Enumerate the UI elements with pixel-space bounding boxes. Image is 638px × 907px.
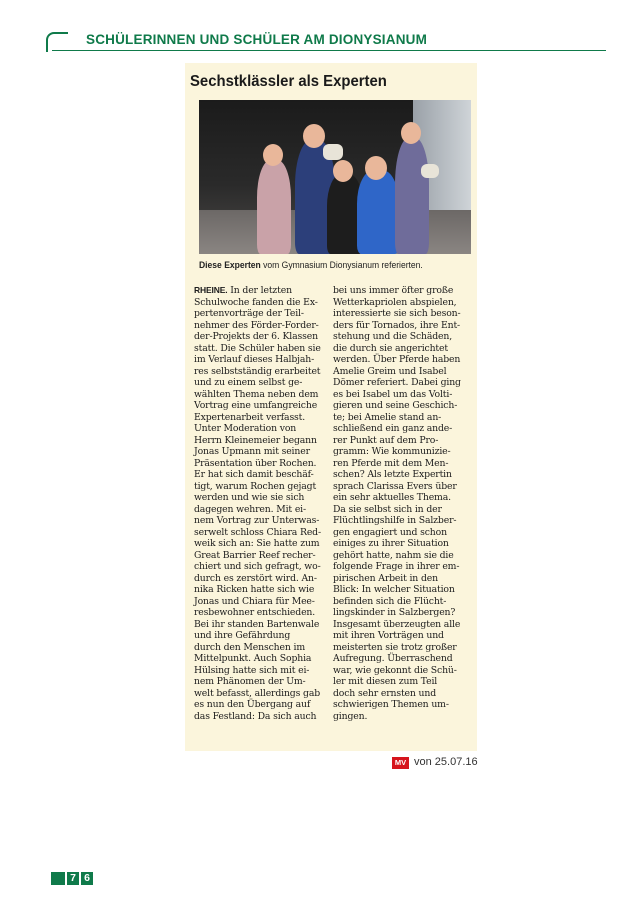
article-line: folgende Frage in ihrer em- [333, 561, 460, 572]
article-line: das Festland: Da sich auch [194, 710, 317, 722]
article-line: Amelie Greim und Isabel [333, 365, 447, 377]
article-dateline: RHEINE. [194, 285, 228, 295]
newspaper-clipping [185, 63, 477, 751]
caption-text: vom Gymnasium Dionysianum referierten. [260, 260, 423, 270]
article-line: Mittelpunkt. Auch Sophia [194, 653, 312, 664]
article-line: Bei ihr standen Bartenwale [194, 618, 320, 630]
article-line: nika Ricken hatte sich wie [194, 584, 315, 595]
article-line: Expertenarbeit verfasst. [194, 411, 306, 423]
article-line: tigt, warum Rochen gejagt [194, 480, 317, 492]
article-line: ren Pferde mit dem Men- [333, 457, 449, 469]
article-line: ler mit diesen zum Teil [333, 676, 438, 687]
article-line: gramm: Wie kommunizie- [333, 446, 451, 457]
article-line: welt befasst, allerdings gab [194, 687, 321, 699]
article-line: Jonas und Chiara für Mee- [194, 595, 315, 607]
article-line: der-Projekts der 6. Klassen [194, 331, 318, 342]
article-line: Great Barrier Reef recher- [194, 549, 316, 561]
article-line: schwierigen Themen um- [333, 699, 449, 710]
article-line: nem Phänomen der Um- [194, 676, 306, 687]
article-line: weik sich an: Sie hatte zum [194, 538, 320, 549]
photo-certificate [421, 164, 439, 178]
article-line: gen engagiert und schon [333, 526, 447, 538]
article-line: pirischen Arbeit in den [333, 572, 438, 584]
article-line: bei uns immer öfter große [333, 285, 454, 296]
photo-figure [357, 170, 399, 254]
header-rule [52, 50, 606, 51]
article-line: sprach Clarissa Evers über [333, 480, 457, 492]
article-line: Unter Moderation von [194, 423, 297, 434]
article-line: Herrn Kleinemeier begann [194, 434, 317, 446]
article-line: doch sehr ernsten und [333, 687, 437, 699]
photo-certificate [323, 144, 343, 160]
article-line: res selbstständig erarbeitet [194, 365, 321, 377]
article-line: Insgesamt überzeugten alle [333, 618, 461, 630]
article-line: gieren und seine Geschich- [333, 400, 458, 411]
article-line: interessierte sie sich beson- [333, 308, 461, 319]
article-line: stehung und die Schäden, [333, 331, 453, 342]
page-digit: 7 [67, 872, 79, 885]
article-line: nehmer des Förder-Forder- [194, 319, 319, 331]
article-line: Blick: In welcher Situation [333, 584, 455, 595]
mv-logo: MV [392, 757, 409, 769]
article-line: es nun den Übergang auf [194, 699, 311, 710]
photo-figure [257, 160, 291, 254]
page-number-bar [51, 872, 65, 885]
article-line: Flüchtlingshilfe in Salzber- [333, 515, 457, 526]
article-line: war, wie gekonnt die Schü- [333, 664, 457, 676]
article-line: durch es zerstört wird. An- [194, 572, 317, 584]
photo-figure-head [401, 122, 421, 144]
article-line: es bei Isabel um das Volti- [333, 388, 453, 400]
article-line: statt. Die Schüler haben sie [194, 342, 321, 354]
article-column-right [333, 285, 469, 722]
article-line: und zu einem selbst ge- [194, 377, 303, 388]
article-line: nem Vortrag zur Unterwas- [194, 515, 320, 526]
article-line: befinden sich die Flücht- [333, 595, 447, 607]
article-line: chiert und sich gefragt, wo- [194, 561, 321, 572]
page-header [46, 28, 606, 54]
photo-figure [395, 138, 429, 254]
article-line: werden und wie sie sich [194, 492, 305, 503]
article-line: mit ihren Vorträgen und [333, 630, 444, 641]
photo-figure-head [263, 144, 283, 166]
article-line: pertenvorträge der Teil- [194, 308, 304, 319]
article-line: im Verlauf dieses Halbjah- [194, 354, 315, 365]
article-line: gingen. [333, 710, 368, 722]
article-line: Hülsing hatte sich mit ei- [194, 664, 310, 676]
article-photo [199, 100, 471, 254]
photo-caption [199, 260, 457, 270]
article-line: Vortrag eine umfangreiche [194, 400, 318, 411]
article-headline: Sechstklässler als Experten [190, 73, 387, 90]
article-line: gehört hatte, nahm sie die [333, 549, 454, 561]
article-line: einiges zu ihrer Situation [333, 538, 449, 549]
article-line: Schulwoche fanden die Ex- [194, 296, 318, 308]
article-line: schen? Als letzte Expertin [333, 469, 452, 480]
article-line: Wetterkapriolen abspielen, [333, 296, 457, 308]
article-line: schließend ein ganz ande- [333, 423, 453, 434]
photo-figure-head [365, 156, 387, 180]
article-line: serwelt schloss Chiara Red- [194, 526, 321, 538]
article-line: resbewohner entschieden. [194, 607, 316, 618]
page-digit: 6 [81, 872, 93, 885]
article-line: Dömer referiert. Dabei ging [333, 377, 461, 388]
header-title: SCHÜLERINNEN UND SCHÜLER AM DIONYSIANUM [86, 32, 428, 47]
article-column-left [194, 285, 330, 722]
page-number [51, 872, 93, 885]
header-tab-mark [46, 32, 68, 52]
article-line [194, 285, 330, 297]
article-line: Präsentation über Rochen. [194, 457, 317, 469]
article-line: Jonas Upmann mit seiner [194, 446, 310, 457]
caption-bold: Diese Experten [199, 260, 261, 270]
photo-figure-head [333, 160, 353, 182]
article-line: Da sie selbst sich in der [333, 503, 442, 515]
article-line: ders für Tornados, ihre Ent- [333, 319, 461, 331]
article-line: die durch sie angerichtet [333, 342, 448, 354]
article-line: werden. Über Pferde haben [333, 354, 461, 365]
article-line-text: In der letzten [227, 285, 292, 296]
article-line: meisterten sie trotz großer [333, 641, 457, 653]
article-line: wählten Thema neben dem [194, 388, 319, 400]
source-date: von 25.07.16 [414, 756, 478, 768]
article-line: dagegen wehren. Mit ei- [194, 503, 306, 515]
article-line: durch den Menschen im [194, 641, 305, 653]
article-line: te; bei Amelie stand an- [333, 411, 442, 423]
article-line: ein sehr aktuelles Thema. [333, 492, 451, 503]
article-line: Er hat sich damit beschäf- [194, 469, 314, 480]
article-line: und ihre Gefährdung [194, 630, 291, 641]
photo-figure-head [303, 124, 325, 148]
article-line: rer Punkt auf dem Pro- [333, 434, 439, 446]
article-line: Aufregung. Überraschend [333, 653, 453, 664]
article-line: lingskinder in Salzbergen? [333, 607, 456, 618]
